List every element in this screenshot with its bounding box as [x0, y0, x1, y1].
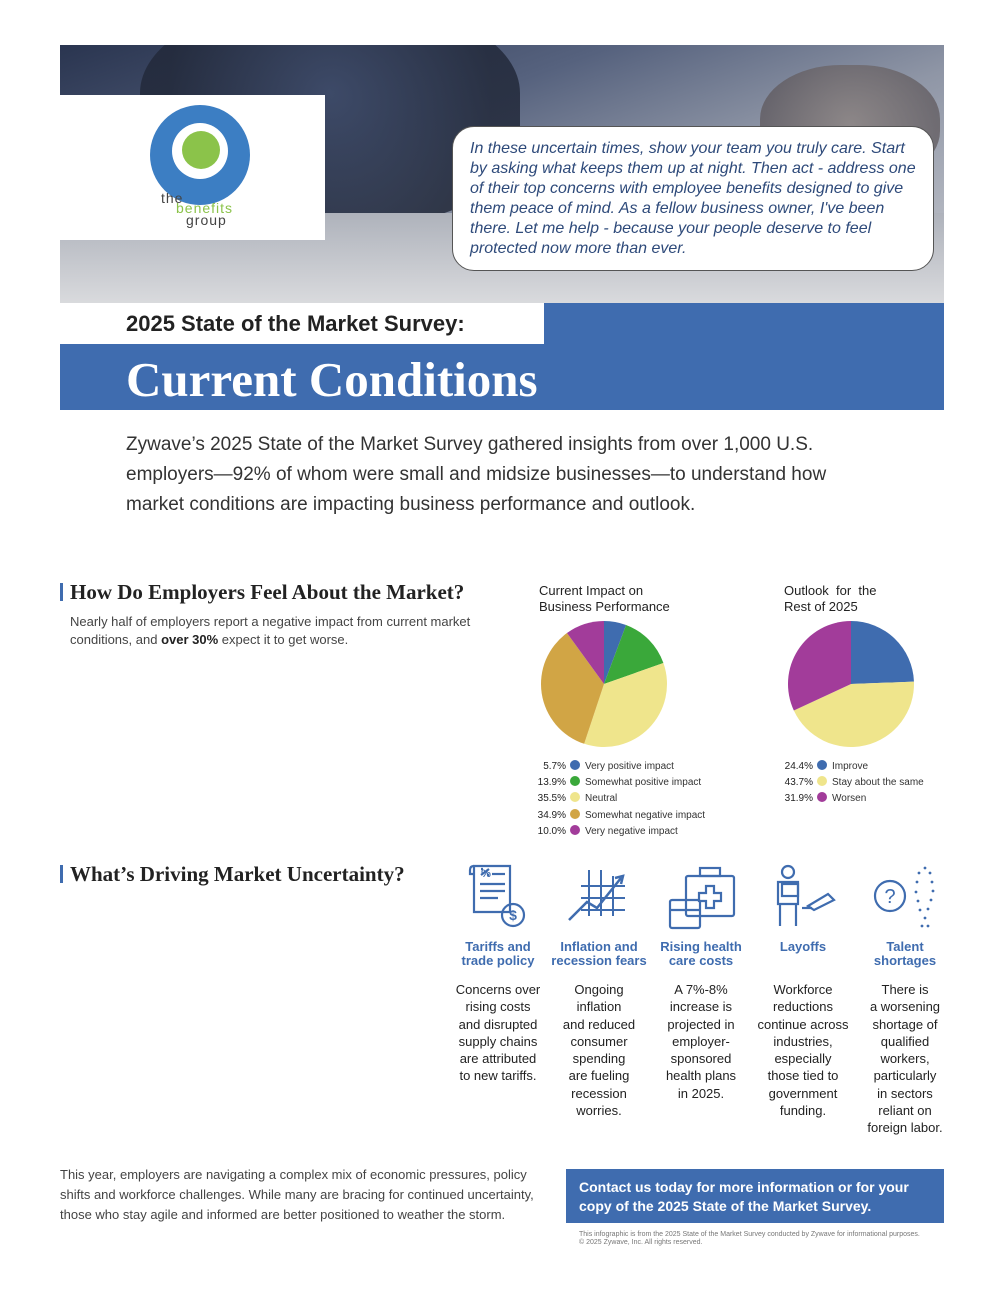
legend-item: [536, 792, 617, 806]
legend-item: [536, 776, 701, 790]
section-marker: [60, 865, 63, 883]
closing-paragraph: This year, employers are navigating a complex mix of economic pressures, policy shifts and workforce challenges. While many are bracing for continued uncertainty, those who stay agile and informed are better positioned to weather the storm.: [60, 1167, 534, 1222]
contact-cta-box[interactable]: [566, 1169, 944, 1223]
driver-title: Layoffs: [779, 939, 827, 954]
section-heading-market: How Do Employers Feel About the Market?: [70, 580, 465, 604]
driver-description: There is a worsening shortage of qualified workers, particularly in sectors reliant on foreign labor.: [867, 982, 943, 1136]
page-subtitle: 2025 State of the Market Survey:: [126, 311, 465, 336]
legend-label: Stay about the same: [832, 777, 924, 788]
legend-label: Worsen: [832, 793, 867, 804]
logo-text-group: group: [186, 212, 227, 228]
legend-label: Neutral: [585, 793, 618, 805]
legend-label: Somewhat negative impact: [585, 809, 706, 821]
legend-value: 13.9%: [537, 777, 566, 789]
logo-text-benefits: benefits: [176, 200, 234, 216]
legend-swatch-icon: [817, 776, 827, 786]
legend-swatch-icon: [817, 792, 827, 802]
driver-title: Inflation and recession fears: [551, 939, 647, 968]
inflation-chart-icon: [567, 866, 631, 924]
legend-swatch-icon: [570, 776, 580, 786]
health-kit-icon: [668, 864, 738, 930]
section-description: Nearly half of employers report a negative impact from current market conditions, and over 30% expect it to get worse.: [70, 614, 471, 647]
driver-description: Ongoing inflation and reduced consumer spending are fueling recession worries.: [562, 982, 636, 1119]
driver-description: Concerns over rising costs and disrupted supply chains are attributed to new tariffs.: [455, 982, 541, 1084]
section-marker: [60, 583, 63, 601]
legend-swatch-icon: [817, 760, 827, 770]
legend-value: 43.7%: [784, 777, 813, 788]
legend-label: Very positive impact: [585, 761, 674, 772]
quote-text: In these uncertain times, show your team you truly care. Start by asking what keeps them up at night. Then act - address one of their top concerns with employee benefits designed to give them peace of mind. As a fellow business owner, I've been there. Let me help - because your people deserve to feel protected now more than ever.: [470, 140, 916, 257]
svg-text:%: %: [481, 868, 491, 880]
layoffs-person-icon: [772, 864, 836, 930]
driver-description: Workforce reductions continue across industries, especially those tied to government funding.: [757, 982, 849, 1119]
legend-item: [536, 760, 674, 774]
legend-item: [783, 792, 866, 806]
section-heading-drivers: What’s Driving Market Uncertainty?: [70, 862, 405, 886]
legend-value: 5.7%: [543, 761, 566, 772]
legend-value: 35.5%: [537, 793, 566, 805]
quote-callout: [452, 126, 934, 271]
svg-text:?: ?: [884, 886, 896, 908]
legend-value: 24.4%: [784, 761, 813, 772]
legend-value: 34.9%: [537, 809, 566, 821]
legend-label: Somewhat positive impact: [585, 777, 702, 789]
driver-title: Rising health care costs: [660, 939, 742, 968]
legend-label: Improve: [832, 761, 869, 772]
page-title: Current Conditions: [126, 352, 538, 407]
pie-slice-0: [851, 621, 914, 684]
pie-chart-outlook: [786, 619, 916, 749]
talent-question-icon: [870, 864, 938, 930]
legend-swatch-icon: [570, 792, 580, 802]
contact-cta-text: Contact us today for more information or for your copy of the 2025 State of the Market Survey.: [579, 1179, 909, 1214]
legend-swatch-icon: [570, 760, 580, 770]
logo-text-the: the: [161, 190, 184, 206]
legend-item: [783, 776, 924, 790]
tariff-document-icon: [468, 862, 530, 930]
legend-swatch-icon: [570, 825, 580, 835]
legend-item: [783, 760, 868, 774]
driver-description: A 7%-8% increase is projected in employer- sponsored health plans in 2025.: [665, 982, 737, 1101]
pie-chart-current-impact: [539, 619, 669, 749]
driver-title: Talent shortages: [873, 939, 937, 968]
legend-swatch-icon: [570, 809, 580, 819]
driver-title: Tariffs and trade policy: [461, 939, 535, 968]
chart-title-current-impact: Current Impact on Business Performance: [539, 583, 670, 614]
intro-paragraph: Zywave’s 2025 State of the Market Survey gathered insights from over 1,000 U.S. employers—92% of whom were small and midsize businesses—to understand how market conditions are impacting business performance and outlook.: [126, 434, 827, 515]
disclaimer: This infographic is from the 2025 State of the Market Survey conducted by Zywave for informational purposes. © 2025 Zywave, Inc. All rights reserved.: [579, 1231, 920, 1246]
legend-value: 10.0%: [537, 825, 566, 837]
legend-label: Very negative impact: [585, 825, 678, 837]
legend-value: 31.9%: [784, 793, 813, 804]
svg-text:$: $: [509, 907, 517, 923]
legend-item: [536, 809, 705, 823]
chart-title-outlook: Outlook for the Rest of 2025: [784, 583, 877, 614]
legend-item: [536, 825, 678, 839]
